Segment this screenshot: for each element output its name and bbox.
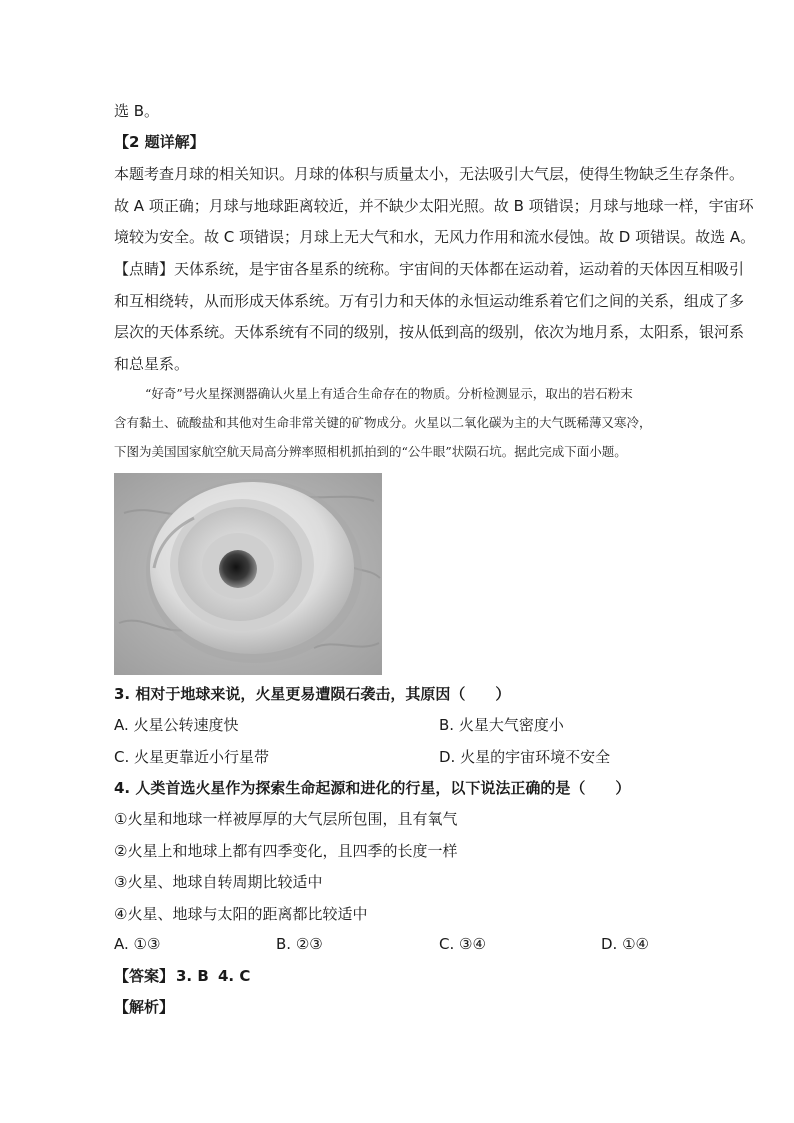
q4-option-d: D. ①④ <box>601 935 649 953</box>
passage-line: 含有黏土、硫酸盐和其他对生命非常关键的矿物成分。火星以二氧化碳为主的大气既稀薄又寒冷， <box>114 415 652 430</box>
answer-4: 4. C <box>218 967 251 985</box>
answer-3: 3. B <box>176 967 209 985</box>
text-line: 境较为安全。故 C 项错误；月球上无大气和水，无风力作用和流水侵蚀。故 D 项错误。故选 A。 <box>114 228 756 246</box>
q3-option-d: D. 火星的宇宙环境不安全 <box>439 748 611 766</box>
q4-option-c: C. ③④ <box>439 935 486 953</box>
q4-statement: ①火星和地球一样被厚厚的大气层所包围，且有氧气 <box>114 810 458 828</box>
section-heading: 【2 题详解】 <box>114 133 205 151</box>
answer-label: 【答案】 <box>114 967 175 985</box>
analysis-heading: 【解析】 <box>114 998 175 1016</box>
crater-photo <box>114 473 382 675</box>
text-line: 层次的天体系统。天体系统有不同的级别，按从低到高的级别，依次为地月系，太阳系，银河系 <box>114 323 745 341</box>
q4-statement: ④火星、地球与太阳的距离都比较适中 <box>114 905 368 923</box>
q4-option-a: A. ①③ <box>114 935 161 953</box>
text-line: 和总星系。 <box>114 355 190 373</box>
text-line: 选 B。 <box>114 102 160 120</box>
text-line: 【点睛】天体系统，是宇宙各星系的统称。宇宙间的天体都在运动着，运动着的天体因互相吸引 <box>114 260 745 278</box>
q3-option-a: A. 火星公转速度快 <box>114 716 239 734</box>
question-3-stem: 3. 相对于地球来说，火星更易遭陨石袭击，其原因（ ） <box>114 685 511 703</box>
question-4-stem: 4. 人类首选火星作为探索生命起源和进化的行星，以下说法正确的是（ ） <box>114 779 631 797</box>
text-line: 故 A 项正确；月球与地球距离较近，并不缺少太阳光照。故 B 项错误；月球与地球一样，宇宙环 <box>114 197 754 215</box>
q3-option-c: C. 火星更靠近小行星带 <box>114 748 270 766</box>
q4-option-b: B. ②③ <box>276 935 323 953</box>
text-line: 和互相绕转，从而形成天体系统。万有引力和天体的永恒运动维系着它们之间的关系，组成了多 <box>114 292 745 310</box>
q4-statement: ③火星、地球自转周期比较适中 <box>114 873 323 891</box>
passage-line: 下图为美国国家航空航天局高分辨率照相机抓拍到的“公牛眼”状陨石坑。据此完成下面小题。 <box>114 444 627 459</box>
passage-line: “好奇”号火星探测器确认火星上有适合生命存在的物质。分析检测显示，取出的岩石粉末 <box>145 386 633 401</box>
q3-option-b: B. 火星大气密度小 <box>439 716 564 734</box>
text-line: 本题考查月球的相关知识。月球的体积与质量太小，无法吸引大气层，使得生物缺乏生存条件。 <box>114 165 745 183</box>
crater-image-svg <box>114 473 382 675</box>
q4-statement: ②火星上和地球上都有四季变化，且四季的长度一样 <box>114 842 458 860</box>
